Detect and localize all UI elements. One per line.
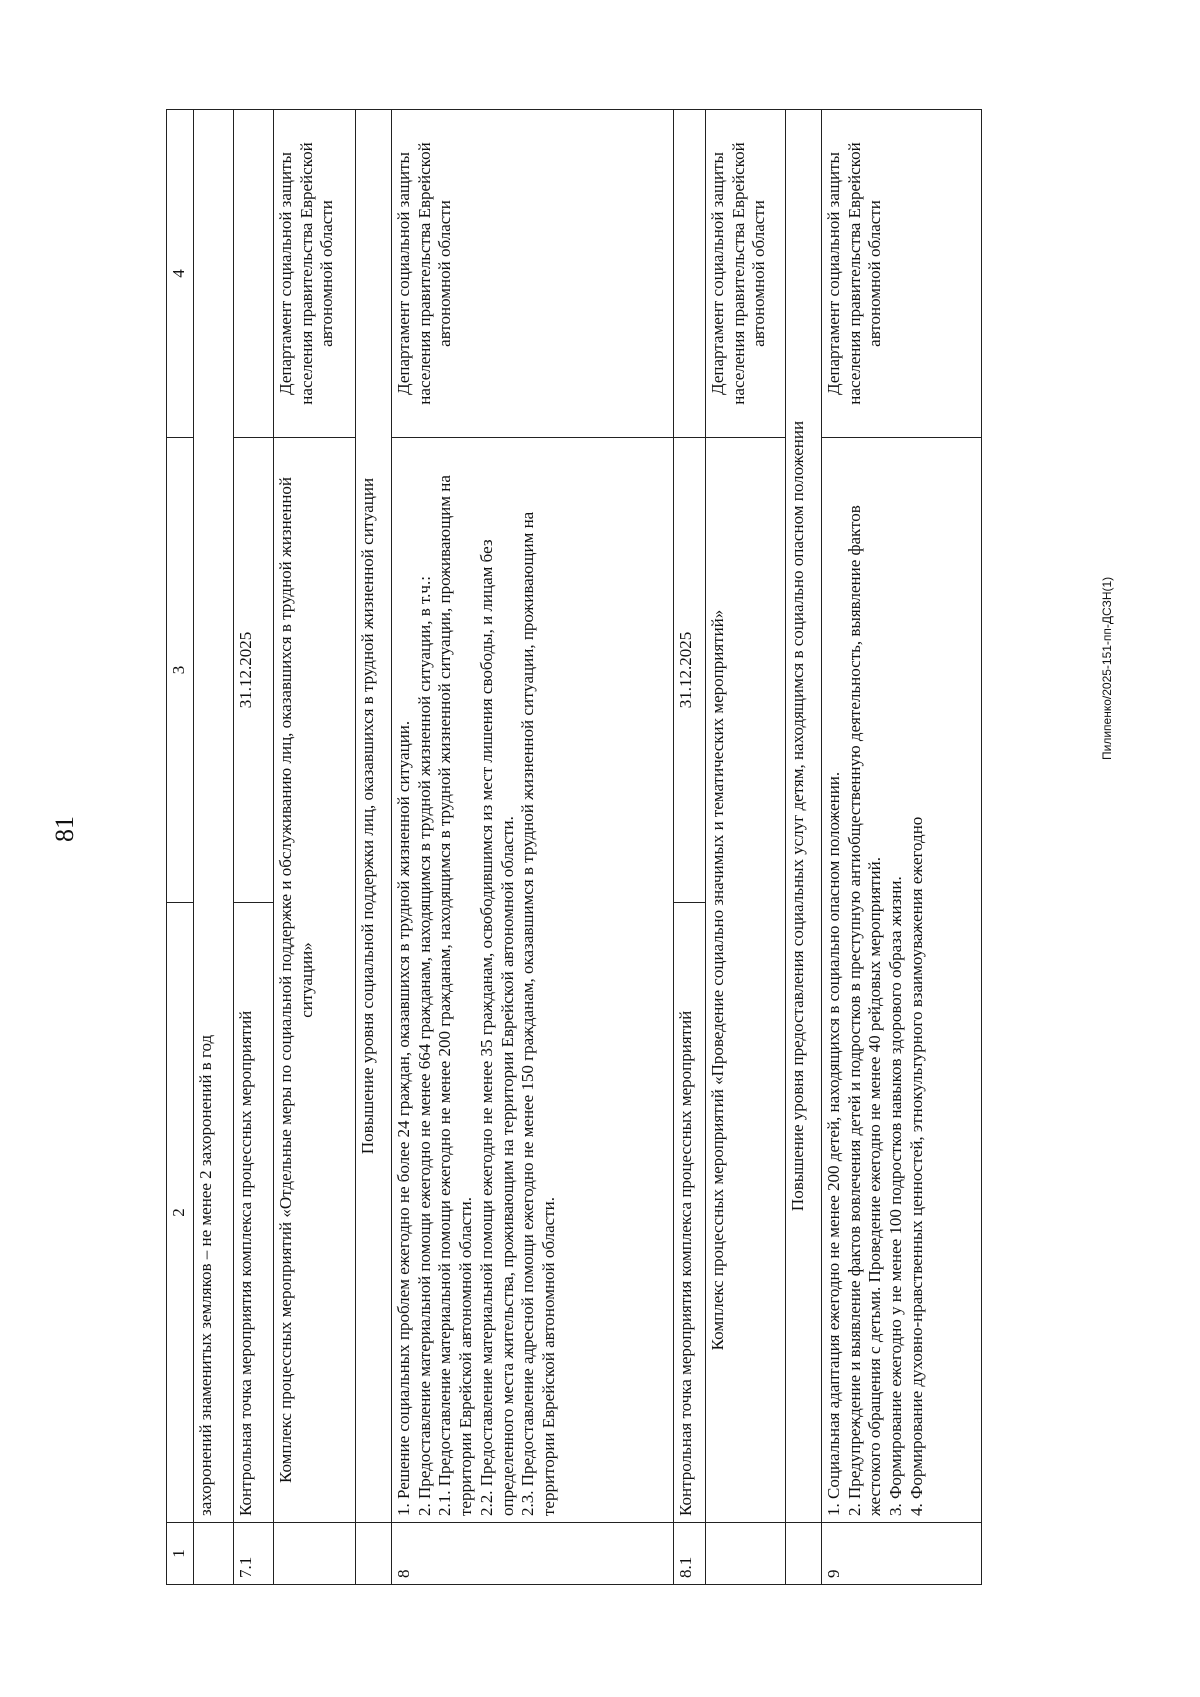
measures-table xyxy=(166,109,982,1585)
row-number: 7.1 xyxy=(234,1523,274,1585)
row-number: 9 xyxy=(822,1523,982,1585)
table-row xyxy=(356,110,392,1585)
row-number xyxy=(194,1523,234,1585)
row-description: 1. Решение социальных проблем ежегодно не более 24 граждан, оказавшихся в трудной жизненной ситуации. 2. Предоставление материальной помощи ежегодно не менее 664 гражданам, находящимся в трудной жизненной ситуации, в т.ч.: 2.1. Предоставление материальной помощи ежегодно не менее 200 гражданам, находящимся в трудной жизненной ситуации, проживающим на территории Еврейской автономной области. 2.2. Предоставление материальной помощи ежегодно не менее 35 гражданам, освободившимся из мест лишения свободы, и лицам без определенного места жительства, проживающим на территории Еврейской автономной области. 2.3. Предоставление адресной помощи ежегодно не менее 150 гражданам, оказавшимся в трудной жизненной ситуации, проживающим на территории Еврейской автономной области. xyxy=(392,438,674,1523)
row-responsible: Департамент социальной защиты населения правительства Еврейской автономной области xyxy=(274,110,356,438)
row-responsible xyxy=(674,110,706,438)
row-description: захоронений знаменитых земляков – не менее 2 захоронений в год xyxy=(194,110,234,1523)
section-heading: Повышение уровня предоставления социальных услуг детям, находящимся в социально опасном положении xyxy=(786,110,822,1523)
row-responsible: Департамент социальной защиты населения правительства Еврейской автономной области xyxy=(822,110,982,438)
row-description: Контрольная точка мероприятия комплекса процессных мероприятий xyxy=(234,903,274,1523)
table-row xyxy=(786,110,822,1585)
header-col-3: 3 xyxy=(167,438,194,903)
row-number: 8 xyxy=(392,1523,674,1585)
table-row xyxy=(234,110,274,1585)
table-row xyxy=(194,110,234,1585)
table-header-row xyxy=(167,110,194,1585)
row-description: Контрольная точка мероприятия комплекса процессных мероприятий xyxy=(674,903,706,1523)
section-heading: Повышение уровня социальной поддержки лиц, оказавшихся в трудной жизненной ситуации xyxy=(356,110,392,1523)
row-responsible: Департамент социальной защиты населения правительства Еврейской автономной области xyxy=(706,110,786,438)
table-row xyxy=(822,110,982,1585)
row-number xyxy=(786,1523,822,1585)
document-code: Пилипенко/2025-151-пп-ДСЗН(1) xyxy=(1100,576,1114,760)
row-date: 31.12.2025 xyxy=(234,438,274,903)
header-col-4: 4 xyxy=(167,110,194,438)
table-row xyxy=(392,110,674,1585)
row-description: 1. Социальная адаптация ежегодно не менее 200 детей, находящихся в социально опасном положении. 2. Предупреждение и выявление фактов вовлечения детей и подростков в преступную антиобщественную деятельность, выявление фактов жестокого обращения с детьми. Проведение ежегодно не менее 40 рейдовых мероприятий. 3. Формирование ежегодно у не менее 100 подростков навыков здорового образа жизни. 4. Формирование духовно-нравственных ценностей, этнокультурного взаимоуважения ежегодно xyxy=(822,438,982,1523)
row-description: Комплекс процессных мероприятий «Отдельные меры по социальной поддержке и обслуживанию лиц, оказавшихся в трудной жизненной ситуации» xyxy=(274,438,356,1523)
rotated-table-container xyxy=(166,110,1086,1585)
row-number xyxy=(356,1523,392,1585)
row-description: Комплекс процессных мероприятий «Проведение социально значимых и тематических мероприятий» xyxy=(706,438,786,1523)
table-row xyxy=(706,110,786,1585)
header-col-1: 1 xyxy=(167,1523,194,1585)
row-responsible xyxy=(234,110,274,438)
table-row xyxy=(274,110,356,1585)
row-number xyxy=(706,1523,786,1585)
row-number xyxy=(274,1523,356,1585)
row-responsible: Департамент социальной защиты населения правительства Еврейской автономной области xyxy=(392,110,674,438)
table-row xyxy=(674,110,706,1585)
row-date: 31.12.2025 xyxy=(674,438,706,903)
header-col-2: 2 xyxy=(167,903,194,1523)
page-number: 81 xyxy=(50,816,79,842)
row-number: 8.1 xyxy=(674,1523,706,1585)
